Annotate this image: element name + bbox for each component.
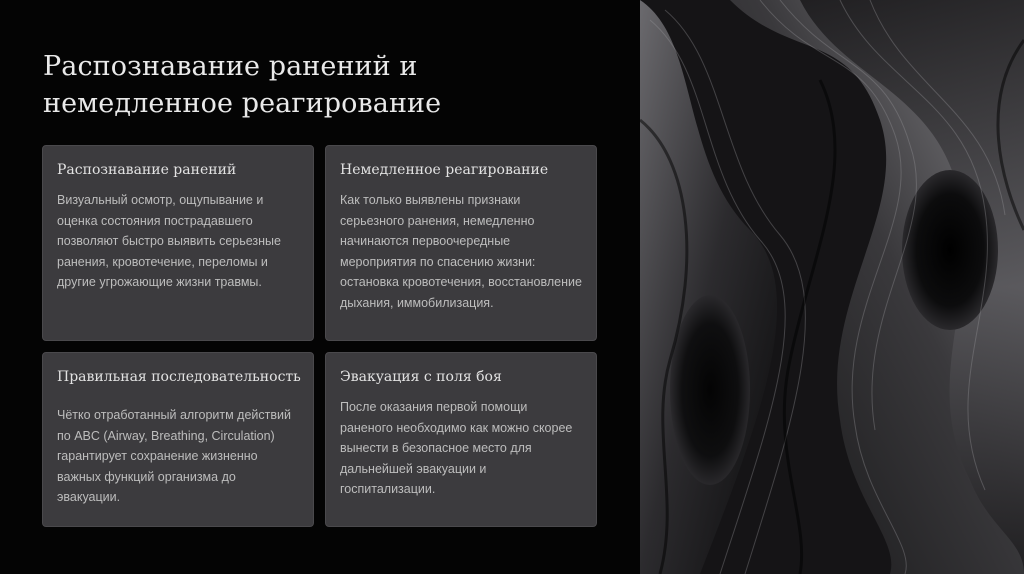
card-immediate-response <box>325 145 597 341</box>
card-text: После оказания первой помощи раненого необходимо как можно скорее вынести в безопасное место для дальнейшей эвакуации и госпитализации. <box>340 400 573 496</box>
card-text: Визуальный осмотр, ощупывание и оценка состояния пострадавшего позволяют быстро выявить серьезные ранения, кровотечение, переломы и другие угрожающие жизни травмы. <box>57 193 281 289</box>
fabric-art-icon <box>640 0 1024 574</box>
card-heading: Немедленное реагирование <box>340 162 549 178</box>
card-heading: Распознавание ранений <box>57 162 237 178</box>
slide-title: Распознавание ранений и немедленное реагирование <box>43 51 442 119</box>
card-heading: Эвакуация с поля боя <box>340 369 502 385</box>
abstract-dark-fabric-image <box>640 0 1024 574</box>
card-injury-recognition <box>42 145 314 341</box>
card-evacuation <box>325 352 597 527</box>
card-correct-sequence <box>42 352 314 527</box>
card-heading: Правильная последовательность <box>57 369 301 385</box>
card-text: Чётко отработанный алгоритм действий по ABC (Airway, Breathing, Circulation) гарантирует сохранение жизненно важных функций организма до эвакуации. <box>57 408 291 504</box>
card-text: Как только выявлены признаки серьезного ранения, немедленно начинаются первоочередные мероприятия по спасению жизни: остановка кровотечения, восстановление дыхания, иммобилизация. <box>340 193 582 310</box>
